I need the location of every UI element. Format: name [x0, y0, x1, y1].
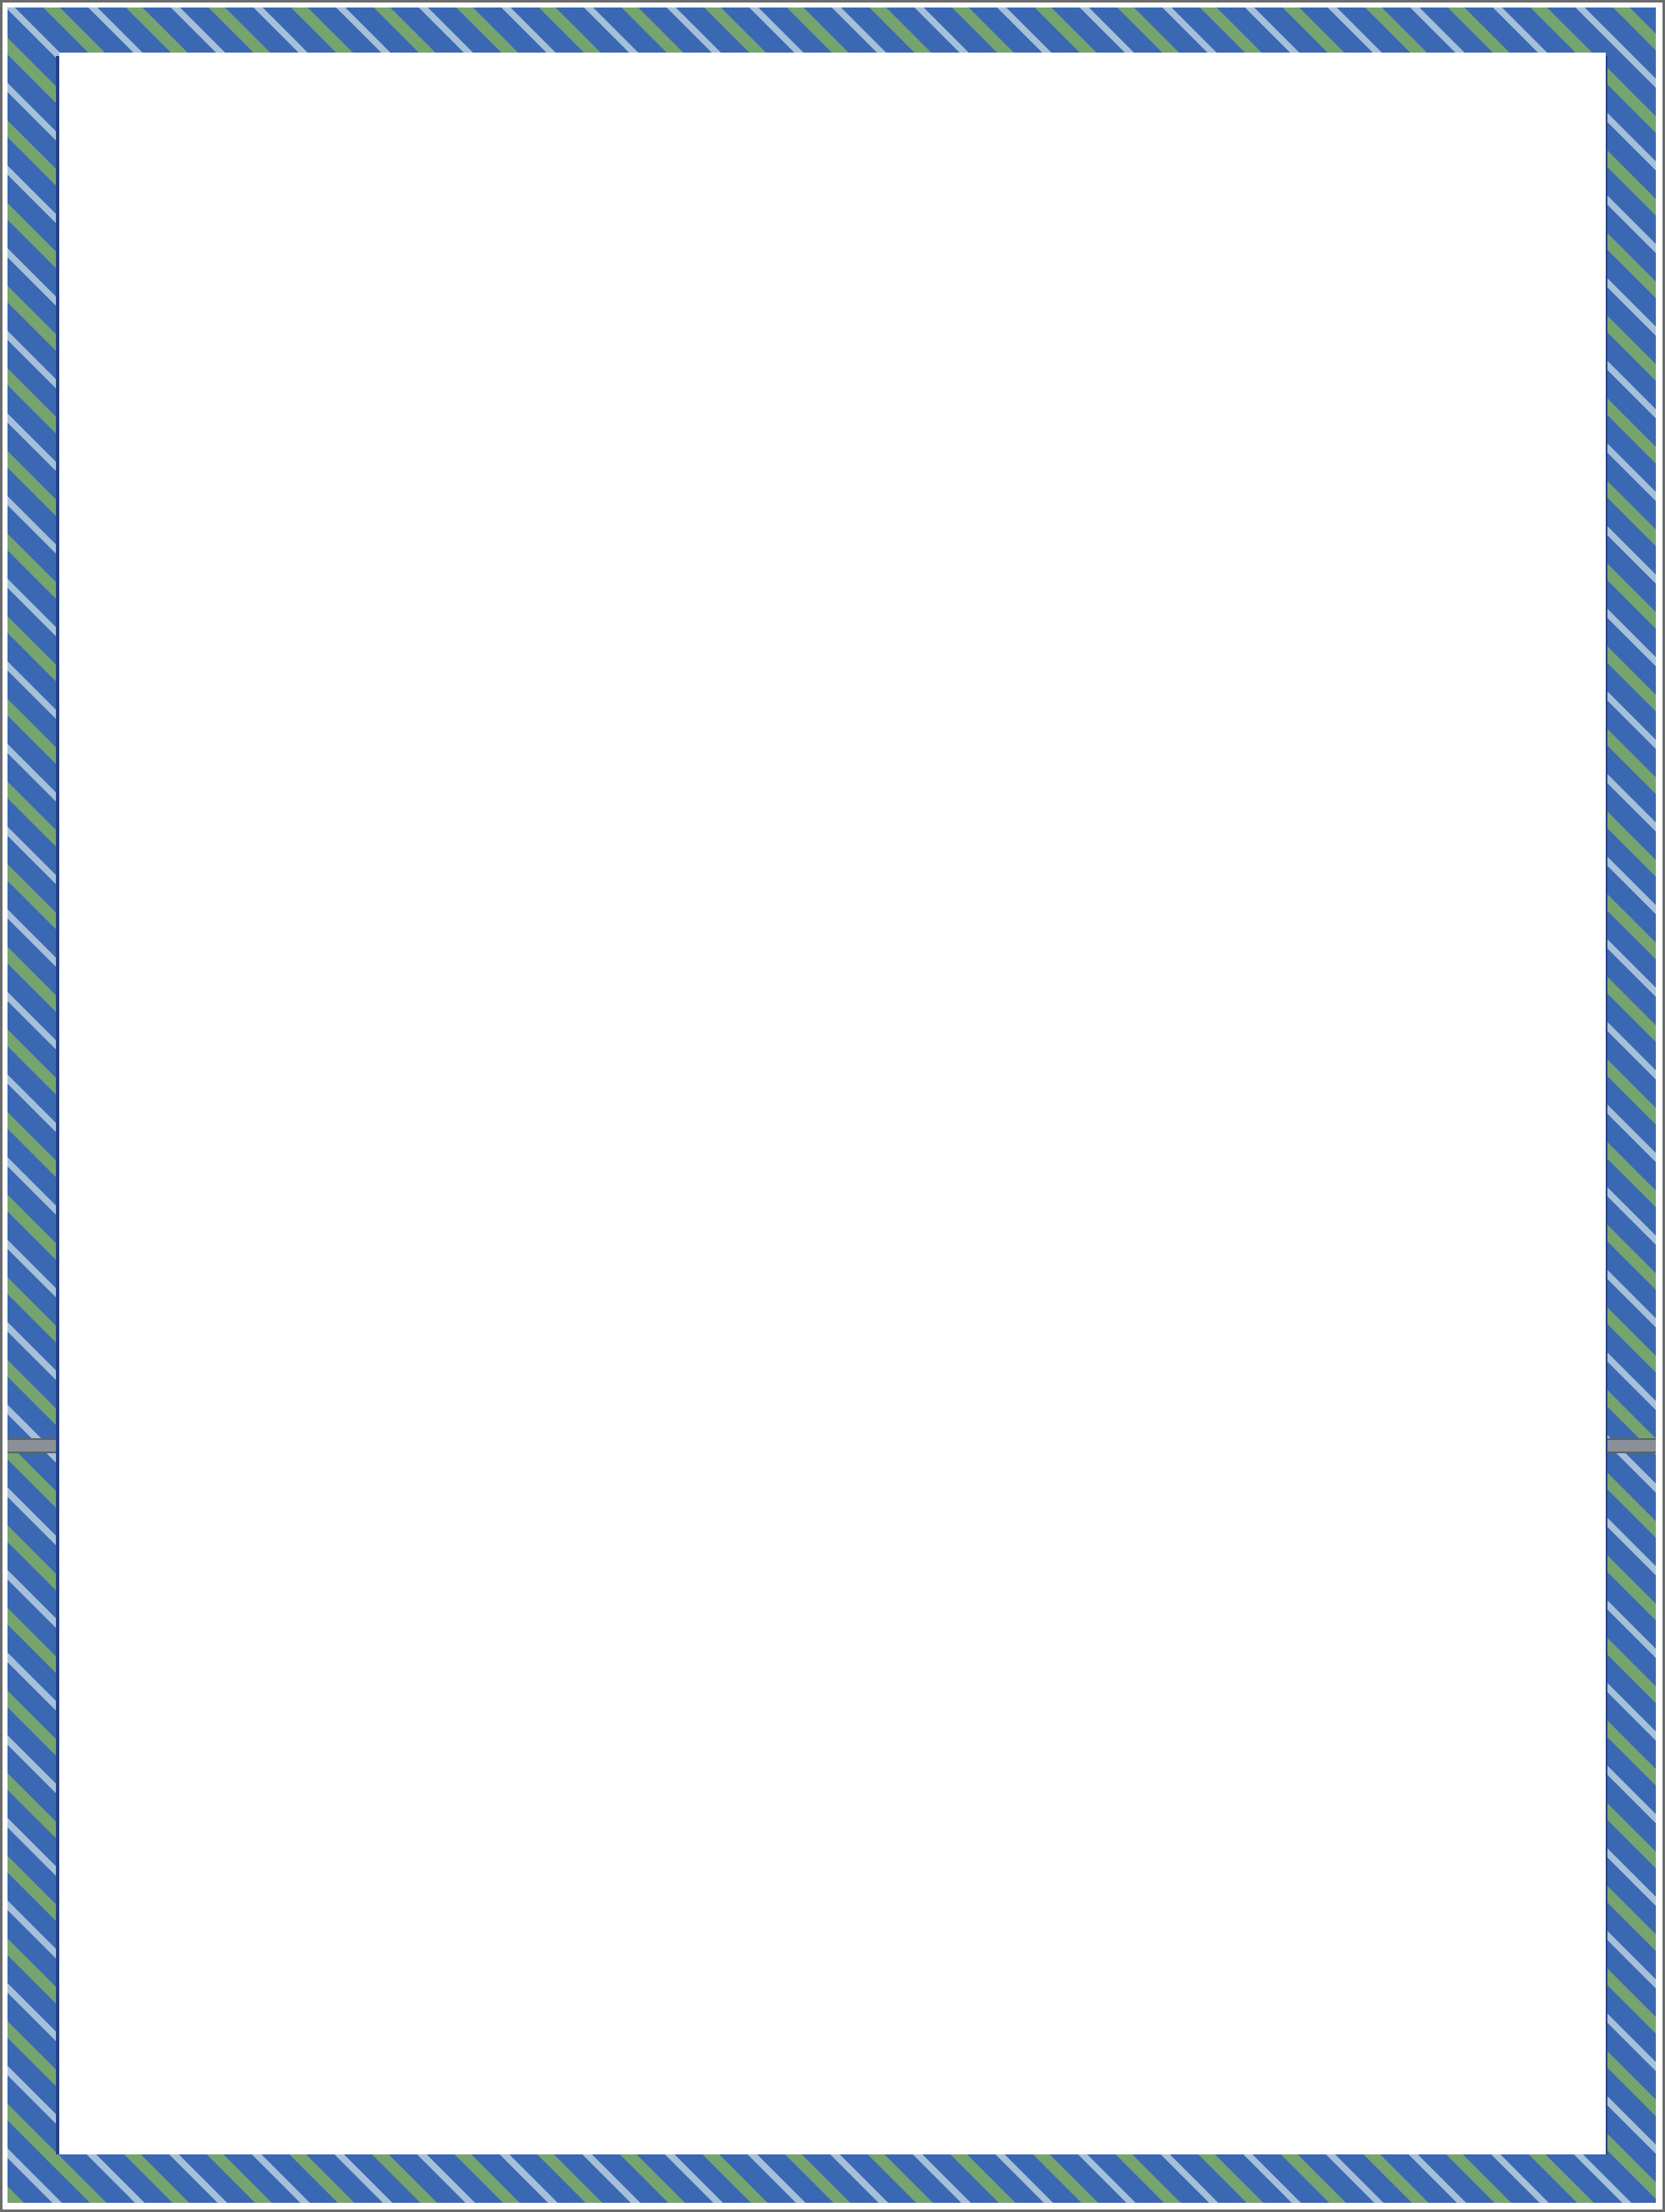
frame-divider-right	[1607, 1438, 1656, 1453]
content-area	[59, 53, 1606, 2154]
frame-divider-left	[8, 1438, 56, 1453]
